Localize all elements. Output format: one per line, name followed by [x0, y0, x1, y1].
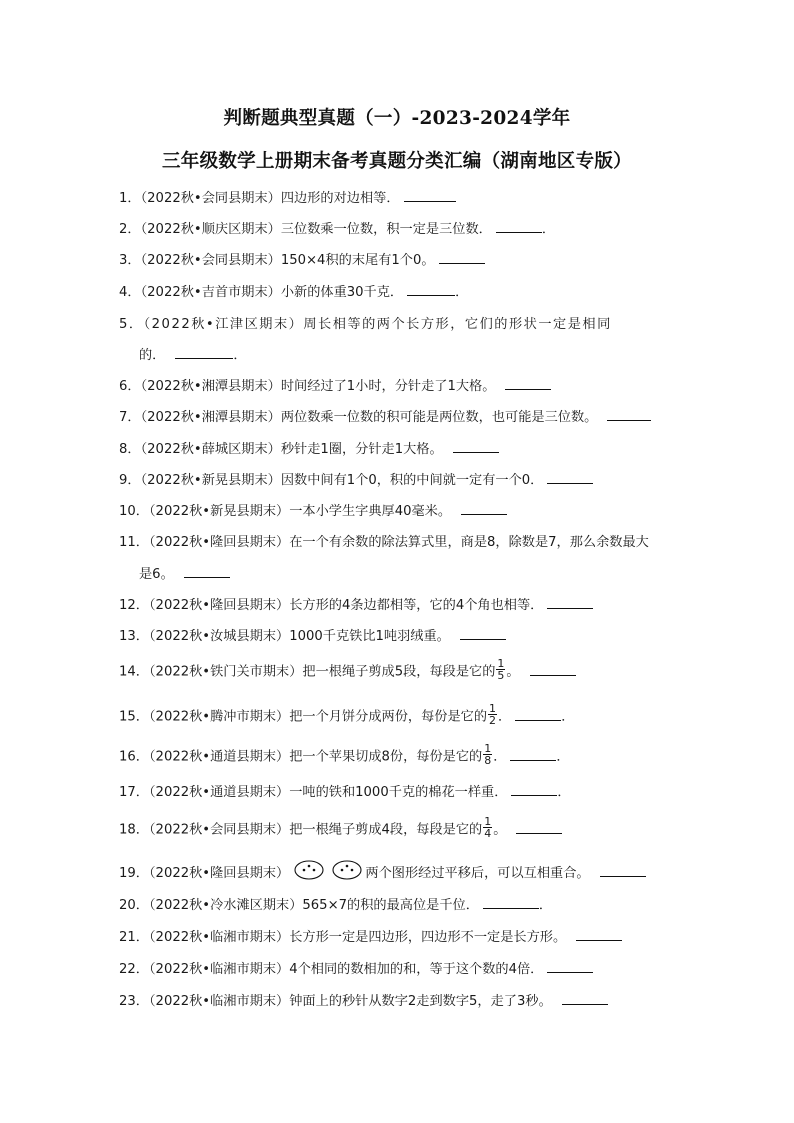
question-1: 1．（2022秋•会同县期末）四边形的对边相等．	[119, 187, 456, 206]
answer-blank[interactable]	[547, 471, 593, 484]
question-13: 13．（2022秋•汝城县期末）1000千克铁比1吨羽绒重。	[119, 625, 506, 644]
answer-blank[interactable]	[562, 992, 608, 1005]
answer-blank[interactable]	[175, 346, 233, 359]
question-16: 16．（2022秋•通道县期末）把一个苹果切成8份，每份是它的 $\frac{1}{8}$ ． ．	[119, 742, 570, 767]
face-eye	[341, 869, 344, 872]
question-15: 15．（2022秋•腾冲市期末）把一个月饼分成两份，每份是它的 $\frac{1}{2}$ ． ．	[119, 702, 575, 727]
face-eye	[351, 869, 354, 872]
question-8: 8．（2022秋•薛城区期末）秒针走1圈，分针走1大格。	[119, 438, 499, 457]
question-17: 17．（2022秋•通道县期末）一吨的铁和1000千克的棉花一样重． ．	[119, 785, 571, 800]
answer-blank[interactable]	[407, 283, 455, 296]
question-11-continued: 是6。	[139, 563, 230, 582]
face-eye	[303, 869, 306, 872]
question-9: 9．（2022秋•新晃县期末）因数中间有1个0，积的中间就一定有一个0．	[119, 469, 593, 488]
answer-blank[interactable]	[461, 502, 507, 515]
question-12: 12．（2022秋•隆回县期末）长方形的4条边都相等，它的4个角也相等．	[119, 594, 593, 613]
fraction: $\frac{1}{2}$	[489, 702, 497, 727]
answer-blank[interactable]	[600, 864, 646, 877]
two-face-shapes-figure	[293, 859, 365, 881]
question-2: 2．（2022秋•顺庆区期末）三位数乘一位数，积一定是三位数． ．	[119, 222, 556, 237]
answer-blank[interactable]	[510, 748, 556, 761]
fraction: $\frac{1}{5}$	[497, 657, 505, 682]
question-5-continued: 的． ．	[139, 348, 247, 363]
question-6: 6．（2022秋•湘潭县期末）时间经过了1小时，分针走了1大格。	[119, 375, 551, 394]
face-eye	[308, 865, 311, 868]
question-21: 21．（2022秋•临湘市期末）长方形一定是四边形，四边形不一定是长方形。	[119, 926, 622, 945]
question-23: 23．（2022秋•临湘市期末）钟面上的秒针从数字2走到数字5，走了3秒。	[119, 990, 608, 1009]
answer-blank[interactable]	[483, 896, 539, 909]
question-20: 20．（2022秋•冷水滩区期末）565×7的积的最高位是千位． ．	[119, 898, 553, 913]
question-10: 10．（2022秋•新晃县期末）一本小学生字典厚40毫米。	[119, 500, 507, 519]
document-title-line1: 判断题典型真题（一）-2023-2024学年	[223, 108, 571, 129]
face-eye	[313, 869, 316, 872]
question-7: 7．（2022秋•湘潭县期末）两位数乘一位数的积可能是两位数，也可能是三位数。	[119, 406, 651, 425]
answer-blank[interactable]	[515, 708, 561, 721]
document-title-line2: 三年级数学上册期末备考真题分类汇编（湖南地区专版）	[161, 151, 632, 172]
answer-blank[interactable]	[547, 960, 593, 973]
face-eye	[346, 865, 349, 868]
answer-blank[interactable]	[496, 220, 542, 233]
answer-blank[interactable]	[547, 596, 593, 609]
question-11: 11．（2022秋•隆回县期末）在一个有余数的除法算式里，商是8，除数是7，那么余数最大	[119, 535, 649, 550]
answer-blank[interactable]	[184, 565, 230, 578]
fraction: $\frac{1}{4}$	[484, 815, 492, 840]
question-14: 14．（2022秋•铁门关市期末）把一根绳子剪成5段，每段是它的 $\frac{1}{5}$ 。	[119, 660, 576, 683]
answer-blank[interactable]	[576, 928, 622, 941]
answer-blank[interactable]	[404, 189, 456, 202]
question-19: 19．（2022秋•隆回县期末） 两个图形经过平移后，可以互相重合。	[119, 862, 646, 884]
question-5: 5．（2022秋•江津区期末）周长相等的两个长方形，它们的形状一定是相同	[119, 317, 612, 332]
answer-blank[interactable]	[607, 408, 651, 421]
answer-blank[interactable]	[530, 663, 576, 676]
face-shape-left	[295, 861, 323, 879]
question-3: 3．（2022秋•会同县期末）150×4积的末尾有1个0。	[119, 249, 485, 268]
answer-blank[interactable]	[439, 251, 485, 264]
answer-blank[interactable]	[505, 377, 551, 390]
answer-blank[interactable]	[511, 783, 557, 796]
question-22: 22．（2022秋•临湘市期末）4个相同的数相加的和，等于这个数的4倍．	[119, 958, 593, 977]
question-4: 4．（2022秋•吉首市期末）小新的体重30千克． ．	[119, 285, 469, 300]
question-18: 18．（2022秋•会同县期末）把一根绳子剪成4段，每段是它的 $\frac{1}{4}$ 。	[119, 818, 562, 841]
face-shape-right	[333, 861, 361, 879]
fraction: $\frac{1}{8}$	[484, 742, 492, 767]
answer-blank[interactable]	[516, 821, 562, 834]
answer-blank[interactable]	[453, 440, 499, 453]
answer-blank[interactable]	[460, 627, 506, 640]
